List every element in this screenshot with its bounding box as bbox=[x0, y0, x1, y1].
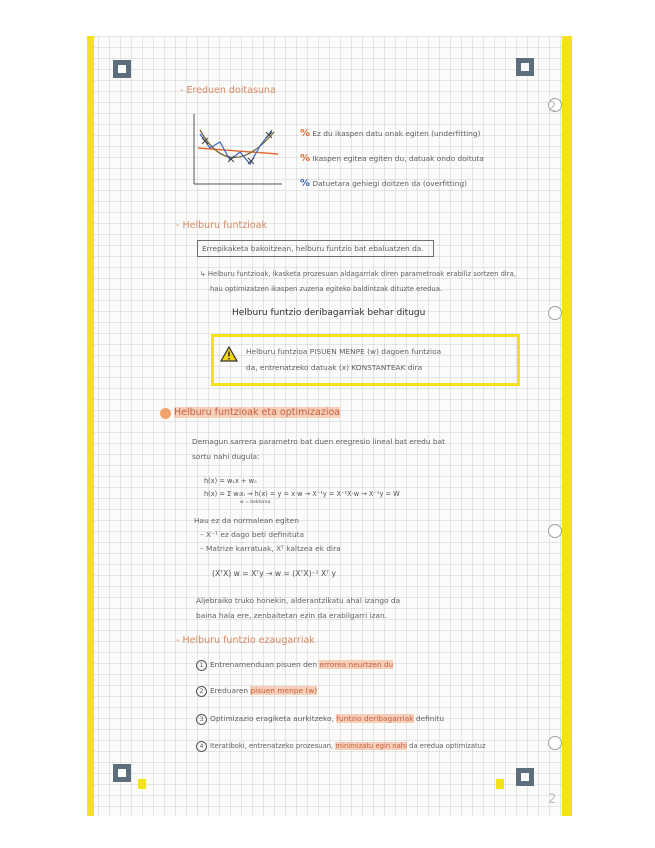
property-item-4: 4 Iteratiboki, entrenatzeko prozesuan, minimizatu egin nahi da eredua optimizatuz bbox=[196, 741, 486, 752]
intro-line-1: Demagun sarrera parametro bat duen eregresio lineal bat eredu bat bbox=[192, 437, 446, 446]
section-title-fit: - Ereduen doitasuna bbox=[180, 85, 276, 96]
warning-box bbox=[211, 334, 520, 386]
corner-marker-bottom-right bbox=[516, 768, 534, 786]
equation-linear: h(x) = w₁x + w₀ bbox=[204, 477, 257, 485]
warning-line-2: da, entrenatzeko datuak (x) KONSTANTEAK dira bbox=[246, 363, 423, 372]
inverse-note-line: – X⁻¹ ez dago beti definituta bbox=[200, 530, 305, 539]
page-edge-left bbox=[87, 36, 94, 816]
property-item-1: 1 Entrenamenduan pisuen den errorea neurtzen du bbox=[196, 660, 393, 671]
legend-good-fit: % Ikaspen egitea egiten du, datuak ondo doituta bbox=[300, 153, 484, 164]
property-item-3: 3 Optimizazio eragiketa aurkitzeko, funtzio deribagarriak definitu bbox=[196, 714, 444, 725]
legend-underfitting: % Ez du ikaspen datu onak egiten (underfitting) bbox=[300, 128, 481, 139]
note-line-1: ↳ Helburu funtzioak, ikasketa prozesuan aldagarriak diren parametroak erabiliz sortzen dira, bbox=[200, 270, 516, 278]
section-title-optimization: Helburu funtzioak eta optimizazioa bbox=[174, 407, 341, 418]
section-title-properties: - Helburu funtzio ezaugarriak bbox=[176, 635, 315, 646]
algebra-line-1: Aljebraiko truko honekin, alderantzikatu ahal izango da bbox=[196, 596, 401, 605]
yellow-tab-left bbox=[138, 779, 146, 789]
yellow-tab-right bbox=[496, 779, 504, 789]
intro-line-2: sortu nahi dugula: bbox=[192, 452, 260, 461]
equation-chain: h(x) = Σ wᵢxᵢ → h(x) = y = x·w → X⁻¹y = X⁻¹X·w → X⁻¹y = W bbox=[204, 490, 400, 498]
square-matrix-line: – Matrize karratuak, Xᵀ ​​ka​ltzea​​ ​ek​​ ​dira bbox=[200, 544, 341, 553]
legend-overfitting: % Datuetara gehiegi doitzen da (overfitting) bbox=[300, 178, 468, 189]
normal-equation: (XᵀX) w = Xᵀy → w = (XᵀX)⁻¹ Xᵀ y bbox=[212, 569, 337, 578]
subtitle-differentiable: Helburu funtzio deribagarriak behar ditugu bbox=[232, 308, 426, 318]
corner-marker-bottom-left bbox=[113, 764, 131, 782]
not-usual-line: Hau ez da normalean egiten bbox=[194, 516, 299, 525]
property-item-2: 2 Ereduaren pisuen menpe (w) bbox=[196, 686, 317, 697]
fit-curves-graph bbox=[188, 112, 286, 194]
warning-icon bbox=[220, 346, 238, 362]
page-edge-right bbox=[562, 36, 572, 816]
page-number-top: 2 bbox=[548, 100, 557, 115]
warning-line-1: Helburu funtzioa PISUEN MENPE (w) dagoen funtzioa bbox=[246, 347, 442, 356]
note-line-2: hau optimizatzen ikaspen zuzena egiteko baldintzak dituzte eredua. bbox=[210, 285, 443, 293]
page-number-bottom: 2 bbox=[548, 792, 557, 807]
equation-note: w = bektorea bbox=[240, 500, 271, 505]
corner-marker-top-left bbox=[113, 60, 131, 78]
punch-hole-3 bbox=[548, 524, 562, 538]
punch-hole-2 bbox=[548, 306, 562, 320]
punch-hole-4 bbox=[548, 736, 562, 750]
algebra-line-2: baina hala ere, zenbaitetan ezin da erabilgarri izan. bbox=[196, 611, 387, 620]
section-bullet-marker bbox=[160, 408, 171, 419]
corner-marker-top-right bbox=[516, 58, 534, 76]
section-title-objective: - Helburu funtzioak bbox=[176, 220, 267, 231]
boxed-definition-text: Errepikaketa bakoitzean, helburu funtzio bat ebaluatzen da. bbox=[202, 244, 424, 253]
